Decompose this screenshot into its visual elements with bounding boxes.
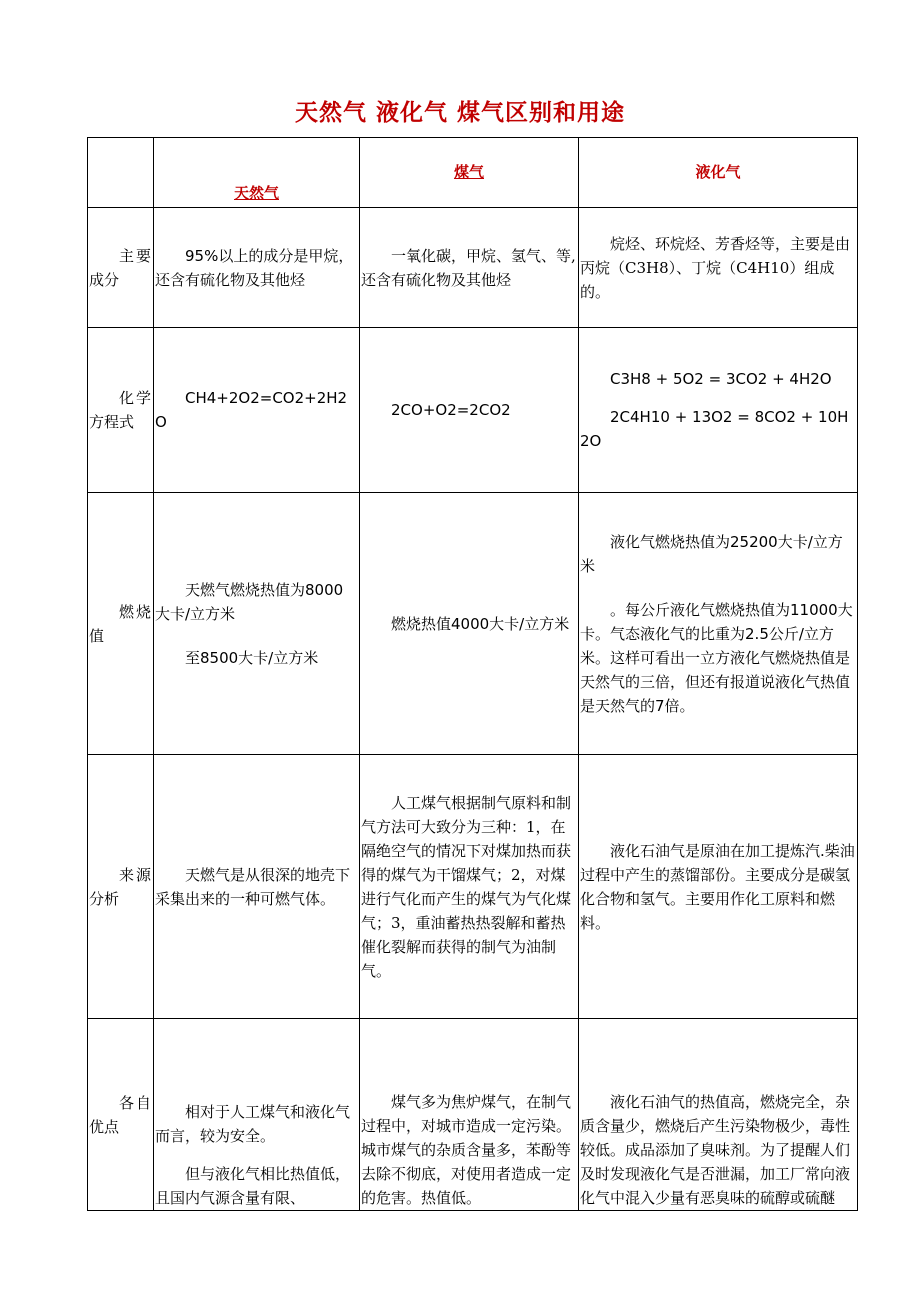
cell-natural-gas: 天燃气是从很深的地壳下采集出来的一种可燃气体。 <box>154 755 360 1019</box>
header-lpg: 液化气 <box>579 138 858 208</box>
corner-cell <box>88 138 154 208</box>
cell-lpg: 液化石油气的热值高，燃烧完全，杂质含量少，燃烧后产生污染物极少，毒性较低。成品添加了臭味剂。为了提醒人们及时发现液化气是否泄漏，加工厂常向液化气中混入少量有恶臭味的硫醇或硫醚 <box>579 1019 858 1211</box>
table-row <box>88 755 858 1019</box>
comparison-table <box>87 137 858 1211</box>
cell-coal-gas: 燃烧热值4000大卡/立方米 <box>360 493 579 755</box>
cell-coal-gas: 人工煤气根据制气原料和制气方法可大致分为三种：1，在隔绝空气的情况下对煤加热而获得的煤气为干馏煤气；2，对煤进行气化而产生的煤气为气化煤气；3，重油蓄热热裂解和蓄热催化裂解而获得的制气为油制气。 <box>360 755 579 1019</box>
cell-coal-gas: 2CO+O2=2CO2 <box>360 328 579 493</box>
table-row <box>88 1019 858 1211</box>
row-label-heat-value: 燃烧值 <box>88 493 154 755</box>
table-row <box>88 208 858 328</box>
page-title: 天然气 液化气 煤气区别和用途 <box>294 99 625 126</box>
cell-lpg: 烷烃、环烷烃、芳香烃等，主要是由丙烷（C3H8）、丁烷（C4H10）组成的。 <box>579 208 858 328</box>
row-label-composition: 主要成分 <box>88 208 154 328</box>
cell-natural-gas: 95%以上的成分是甲烷，还含有硫化物及其他烃 <box>154 208 360 328</box>
cell-coal-gas: 煤气多为焦炉煤气，在制气过程中，对城市造成一定污染。城市煤气的杂质含量多，苯酚等去除不彻底，对使用者造成一定的危害。热值低。 <box>360 1019 579 1211</box>
table-row <box>88 493 858 755</box>
cell-lpg: C3H8 + 5O2 = 3CO2 + 4H2O 2C4H10 + 13O2 = 8CO2 + 10H2O <box>579 328 858 493</box>
cell-coal-gas: 一氧化碳，甲烷、氢气、等,还含有硫化物及其他烃 <box>360 208 579 328</box>
header-natural-gas: 天然气 <box>154 138 360 208</box>
header-row <box>88 138 858 208</box>
cell-natural-gas: 相对于人工煤气和液化气而言，较为安全。 但与液化气相比热值低，且国内气源含量有限、 <box>154 1019 360 1211</box>
row-label-source: 来源分析 <box>88 755 154 1019</box>
cell-natural-gas: CH4+2O2=CO2+2H2O <box>154 328 360 493</box>
header-coal-gas: 煤气 <box>360 138 579 208</box>
row-label-equation: 化学方程式 <box>88 328 154 493</box>
cell-lpg: 液化石油气是原油在加工提炼汽.柴油过程中产生的蒸馏部份。主要成分是碳氢化合物和氢气。主要用作化工原料和燃料。 <box>579 755 858 1019</box>
row-label-advantages: 各自优点 <box>88 1019 154 1211</box>
cell-natural-gas: 天燃气燃烧热值为8000大卡/立方米 至8500大卡/立方米 <box>154 493 360 755</box>
table-row <box>88 328 858 493</box>
cell-lpg: 液化气燃烧热值为25200大卡/立方米 。每公斤液化气燃烧热值为11000大卡。气态液化气的比重为2.5公斤/立方米。这样可看出一立方液化气燃烧热值是天然气的三倍，但还有报道说液化气热值是天然气的7倍。 <box>579 493 858 755</box>
